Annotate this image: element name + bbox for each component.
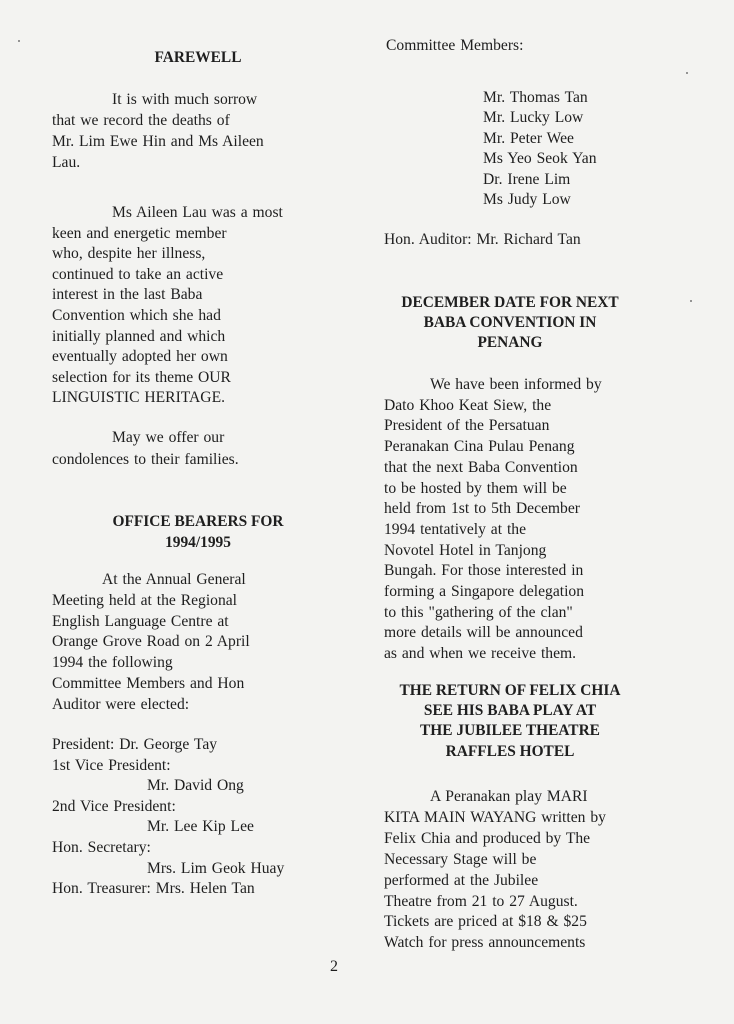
text-line: A Peranakan play MARI — [430, 788, 588, 805]
text-line: to this "gathering of the clan" — [384, 604, 573, 621]
text-line: Theatre from 21 to 27 August. — [384, 893, 578, 910]
text-line: selection for its theme OUR — [52, 369, 231, 386]
text-line: condolences to their families. — [52, 451, 239, 468]
text-line: who, despite her illness, — [52, 245, 206, 262]
officer-line: 1st Vice President: — [52, 757, 171, 774]
section-heading: DECEMBER DATE FOR NEXT — [401, 294, 619, 311]
officer-line: Mrs. Lim Geok Huay — [147, 860, 285, 877]
text-line: LINGUISTIC HERITAGE. — [52, 389, 225, 406]
text-line: initially planned and which — [52, 328, 226, 345]
page-number: 2 — [330, 958, 338, 975]
text-line: Auditor were elected: — [52, 696, 190, 713]
text-line: forming a Singapore delegation — [384, 583, 585, 600]
committee-member: Mr. Thomas Tan — [483, 89, 588, 106]
text-line: Mr. Lim Ewe Hin and Ms Aileen — [52, 133, 264, 150]
section-heading: 1994/1995 — [165, 534, 231, 551]
section-heading: FAREWELL — [154, 49, 242, 66]
text-line: Ms Aileen Lau was a most — [112, 204, 283, 221]
text-line: Bungah. For those interested in — [384, 562, 584, 579]
committee-member: Ms Yeo Seok Yan — [483, 150, 597, 167]
officer-line: 2nd Vice President: — [52, 798, 176, 815]
text-line: Felix Chia and produced by The — [384, 830, 591, 847]
text-line: as and when we receive them. — [384, 645, 577, 662]
section-heading: THE JUBILEE THEATRE — [420, 722, 600, 739]
text-line: Orange Grove Road on 2 April — [52, 633, 250, 650]
officer-line: Mr. Lee Kip Lee — [147, 818, 254, 835]
text-line: English Language Centre at — [52, 613, 229, 630]
text-line: 1994 the following — [52, 654, 173, 671]
text-line: eventually adopted her own — [52, 348, 228, 365]
text-line: Convention which she had — [52, 307, 221, 324]
committee-label: Committee Members: — [386, 37, 524, 54]
text-line: Committee Members and Hon — [52, 675, 245, 692]
text-line: Watch for press announcements — [384, 934, 586, 951]
officer-line: President: Dr. George Tay — [52, 736, 218, 753]
text-line: President of the Persatuan — [384, 417, 550, 434]
text-line: It is with much sorrow — [112, 91, 258, 108]
text-line: KITA MAIN WAYANG written by — [384, 809, 606, 826]
text-line: interest in the last Baba — [52, 286, 203, 303]
committee-member: Mr. Lucky Low — [483, 109, 584, 126]
text-line: Novotel Hotel in Tanjong — [384, 542, 547, 559]
section-heading: PENANG — [477, 334, 543, 351]
text-line: to be hosted by them will be — [384, 480, 567, 497]
section-heading: BABA CONVENTION IN — [423, 314, 597, 331]
section-heading: THE RETURN OF FELIX CHIA — [399, 682, 621, 699]
officer-line: Hon. Treasurer: Mrs. Helen Tan — [52, 880, 255, 897]
text-line: that we record the deaths of — [52, 112, 230, 129]
text-line: At the Annual General — [102, 571, 246, 588]
text-line: held from 1st to 5th December — [384, 500, 580, 517]
committee-member: Ms Judy Low — [483, 191, 571, 208]
text-line: Peranakan Cina Pulau Penang — [384, 438, 575, 455]
text-line: Dato Khoo Keat Siew, the — [384, 397, 552, 414]
text-line: performed at the Jubilee — [384, 872, 539, 889]
section-heading: SEE HIS BABA PLAY AT — [423, 702, 597, 719]
auditor-line: Hon. Auditor: Mr. Richard Tan — [384, 231, 581, 248]
text-line: continued to take an active — [52, 266, 224, 283]
text-line: Necessary Stage will be — [384, 851, 537, 868]
section-heading: OFFICE BEARERS FOR — [112, 513, 284, 530]
committee-member: Mr. Peter Wee — [483, 130, 574, 147]
text-line: that the next Baba Convention — [384, 459, 578, 476]
text-line: 1994 tentatively at the — [384, 521, 527, 538]
text-line: We have been informed by — [430, 376, 602, 393]
officer-line: Mr. David Ong — [147, 777, 244, 794]
text-line: Lau. — [52, 154, 81, 171]
section-heading: RAFFLES HOTEL — [445, 743, 575, 760]
text-line: keen and energetic member — [52, 225, 227, 242]
text-line: more details will be announced — [384, 624, 583, 641]
text-line: Tickets are priced at $18 & $25 — [384, 913, 587, 930]
text-line: May we offer our — [112, 429, 225, 446]
committee-member: Dr. Irene Lim — [483, 171, 571, 188]
officer-line: Hon. Secretary: — [52, 839, 151, 856]
text-line: Meeting held at the Regional — [52, 592, 238, 609]
